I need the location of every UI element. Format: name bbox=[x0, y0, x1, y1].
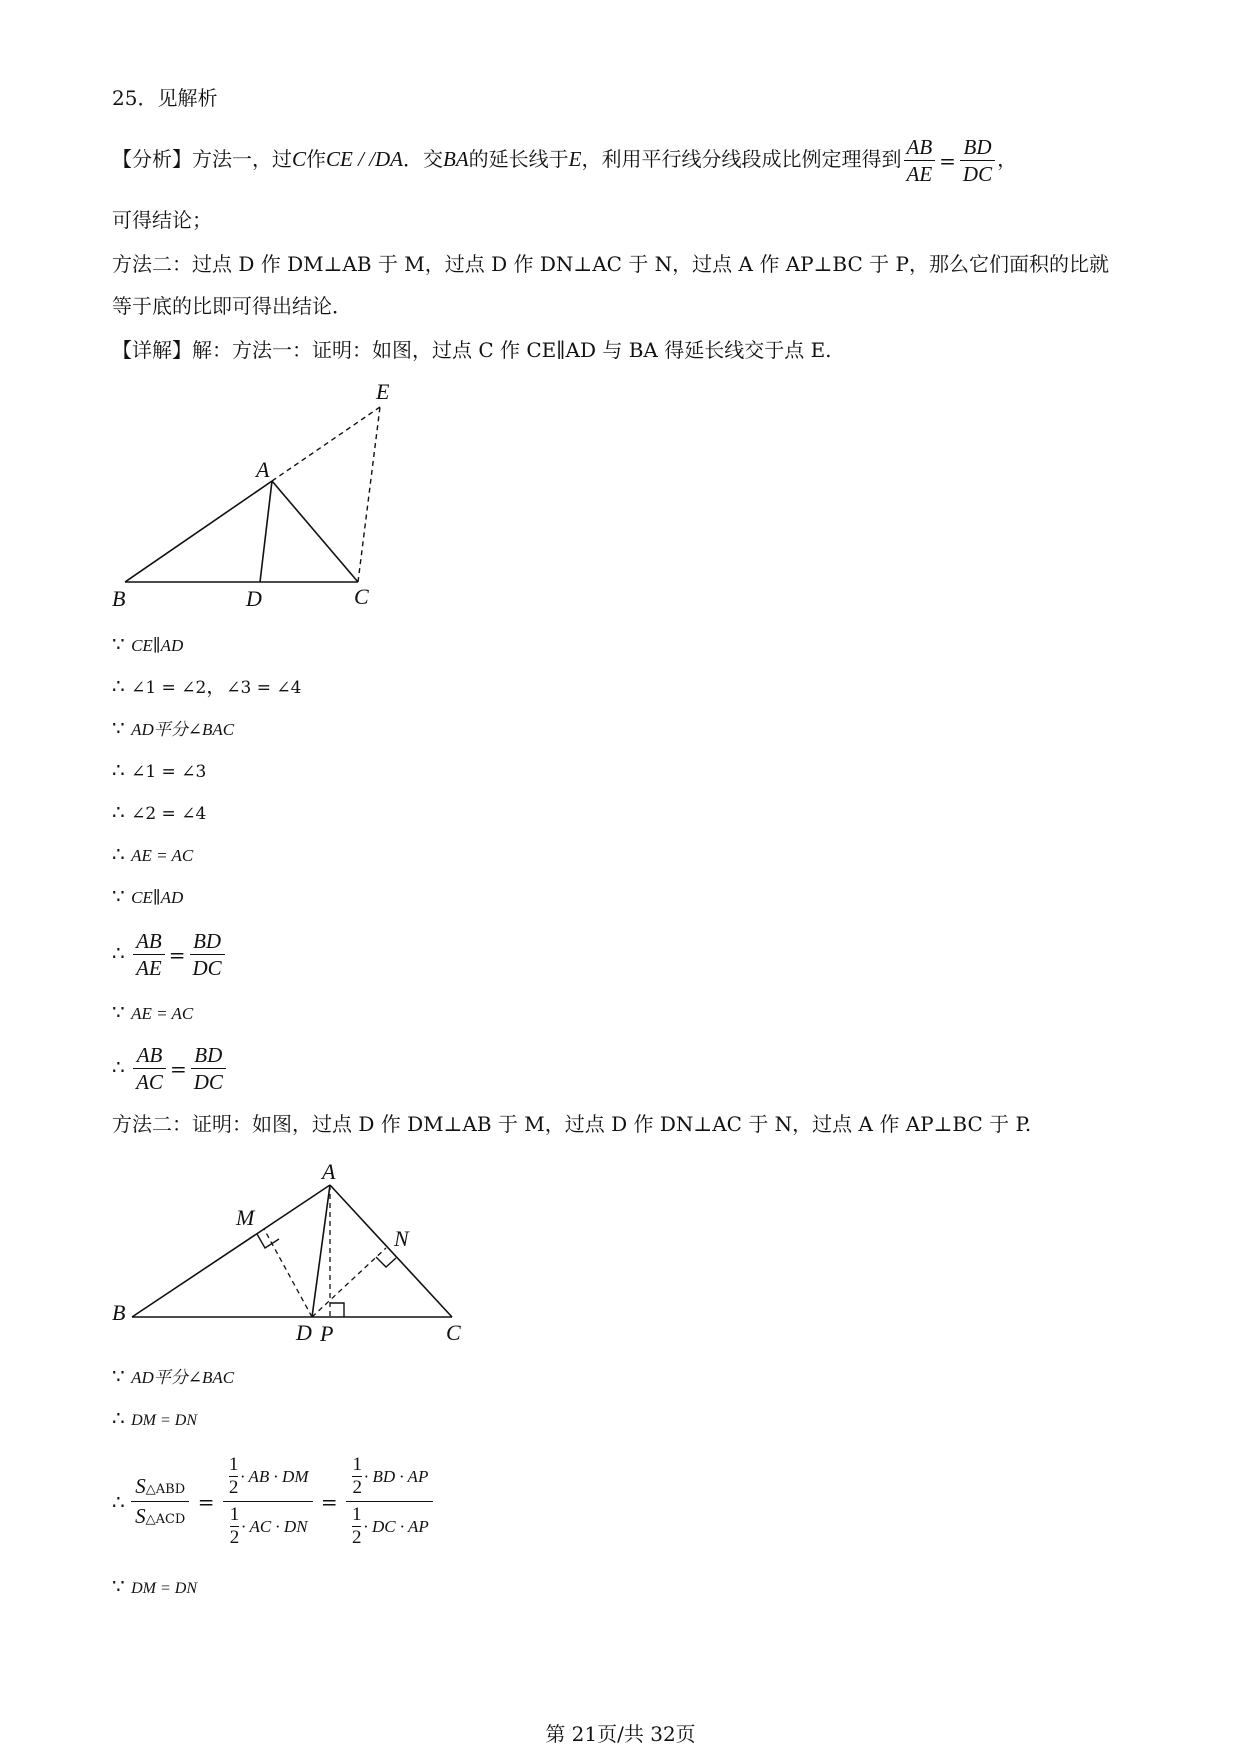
proof1-step-10: ∴ $\frac{AB}{AC}$ = $\frac{BD}{DC}$ bbox=[112, 1042, 228, 1095]
proof1-step-6: ∴ AE = AC bbox=[112, 842, 194, 866]
label-P: P bbox=[320, 1321, 334, 1346]
label-N: N bbox=[394, 1226, 409, 1251]
fraction-bd-dc: $\frac{BD}{DC}$ bbox=[191, 1042, 226, 1095]
proof1-step-9: ∵ AE = AC bbox=[112, 1000, 194, 1024]
figure-2-triangle bbox=[100, 1150, 480, 1350]
method2-analysis-line-2: 等于底的比即可得出结论． bbox=[112, 294, 352, 318]
analysis-line-1: 【分析】方法一，过C作CE / /DA．交BA的延长线于E，利用平行线分线段成比例定理得到 $\frac{AB}{AE}$ = $\frac{BD}{DC}$ ， bbox=[112, 135, 1018, 186]
page-footer: 第 21页/共 32页 bbox=[545, 1722, 696, 1746]
segment-AE-dashed bbox=[272, 407, 380, 481]
label-D: D bbox=[246, 586, 262, 611]
analysis-text: 方法一，过 bbox=[192, 147, 292, 171]
proof1-step-1: ∵ CE∥AD bbox=[112, 632, 184, 656]
right-angle-P bbox=[330, 1303, 344, 1317]
analysis-line-2: 可得结论； bbox=[112, 208, 212, 232]
analysis-text: 的延长线于 bbox=[468, 147, 569, 171]
question-number: 25．见解析 bbox=[112, 86, 218, 110]
label-C: C bbox=[446, 1320, 461, 1345]
fraction-ab-ac: $\frac{AB}{AC}$ bbox=[133, 1042, 166, 1095]
proof2-step-3: ∴ S△ABD S△ACD = $\frac{1}{2}$ · AB · DM $\frac{1}{2}$ · AC · DN = $\frac{1}{2}$ · BD · AP $\frac{1}{2}$ · DC · AP bbox=[112, 1452, 433, 1551]
fraction-bd-dc: $\frac{BD}{DC}$ bbox=[960, 134, 995, 187]
math-expr: CE / /DA bbox=[326, 147, 404, 171]
proof1-step-2: ∴ ∠1 = ∠2，∠3 = ∠4 bbox=[112, 674, 302, 698]
math-var: BA bbox=[443, 147, 469, 171]
segment-BA bbox=[125, 481, 272, 582]
segment-DM-dashed bbox=[264, 1229, 312, 1317]
analysis-text: ．交 bbox=[403, 147, 444, 171]
detail-tag: 【详解】 bbox=[112, 338, 192, 362]
label-E: E bbox=[376, 379, 390, 404]
proof2-step-1: ∵ AD平分∠BAC bbox=[112, 1364, 235, 1388]
fraction-ab-ae: $\frac{AB}{AE}$ bbox=[904, 134, 936, 187]
label-B: B bbox=[112, 1300, 126, 1325]
fraction-ab-ae: $\frac{AB}{AE}$ bbox=[133, 928, 165, 981]
proof2-step-4: ∵ DM = DN bbox=[112, 1574, 197, 1598]
label-D: D bbox=[296, 1320, 312, 1345]
method2-line: 方法二：证明：如图，过点 D 作 DM⊥AB 于 M，过点 D 作 DN⊥AC 于 N，过点 A 作 AP⊥BC 于 P. bbox=[112, 1112, 1032, 1136]
area-ratio-fraction: S△ABD S△ACD bbox=[131, 1472, 189, 1531]
segment-DN-dashed bbox=[312, 1248, 386, 1317]
fraction-bd-dc: $\frac{BD}{DC}$ bbox=[190, 928, 225, 981]
analysis-text: 作 bbox=[306, 147, 327, 171]
proof1-step-8: ∴ $\frac{AB}{AE}$ = $\frac{BD}{DC}$ bbox=[112, 928, 227, 981]
label-A: A bbox=[256, 457, 270, 482]
area-formula-fraction-1: $\frac{1}{2}$ · AB · DM $\frac{1}{2}$ · AC · DN bbox=[223, 1452, 313, 1551]
method2-analysis-line-1: 方法二：过点 D 作 DM⊥AB 于 M，过点 D 作 DN⊥AC 于 N，过点 A 作 AP⊥BC 于 P，那么它们面积的比就 bbox=[112, 252, 1109, 276]
equals-sign: = bbox=[939, 148, 956, 173]
segment-BA bbox=[132, 1185, 330, 1317]
segment-AC bbox=[330, 1185, 452, 1317]
analysis-text: ，利用平行线分线段成比例定理得到 bbox=[581, 147, 902, 171]
label-A: A bbox=[322, 1159, 336, 1184]
segment-AD bbox=[260, 481, 272, 582]
right-angle-N bbox=[376, 1257, 396, 1267]
proof1-step-7: ∵ CE∥AD bbox=[112, 884, 184, 908]
area-formula-fraction-2: $\frac{1}{2}$ · BD · AP $\frac{1}{2}$ · DC · AP bbox=[346, 1452, 433, 1551]
proof1-step-5: ∴ ∠2 = ∠4 bbox=[112, 800, 207, 824]
segment-CE-dashed bbox=[358, 407, 380, 582]
math-var: C bbox=[292, 147, 307, 171]
label-B: B bbox=[112, 586, 126, 611]
segment-AD bbox=[312, 1185, 330, 1317]
segment-AC bbox=[272, 481, 358, 582]
math-var: E bbox=[568, 147, 582, 171]
figure-1-triangle bbox=[100, 370, 420, 620]
label-M: M bbox=[236, 1205, 255, 1230]
proof2-step-2: ∴ DM = DN bbox=[112, 1406, 197, 1430]
proof1-step-4: ∴ ∠1 = ∠3 bbox=[112, 758, 207, 782]
proof1-step-3: ∵ AD平分∠BAC bbox=[112, 716, 235, 740]
detail-line bbox=[112, 336, 832, 364]
analysis-tag: 【分析】 bbox=[112, 147, 192, 171]
label-C: C bbox=[354, 584, 369, 609]
detail-text: 解：方法一：证明：如图，过点 C 作 CE∥AD 与 BA 得延长线交于点 E. bbox=[192, 338, 832, 362]
